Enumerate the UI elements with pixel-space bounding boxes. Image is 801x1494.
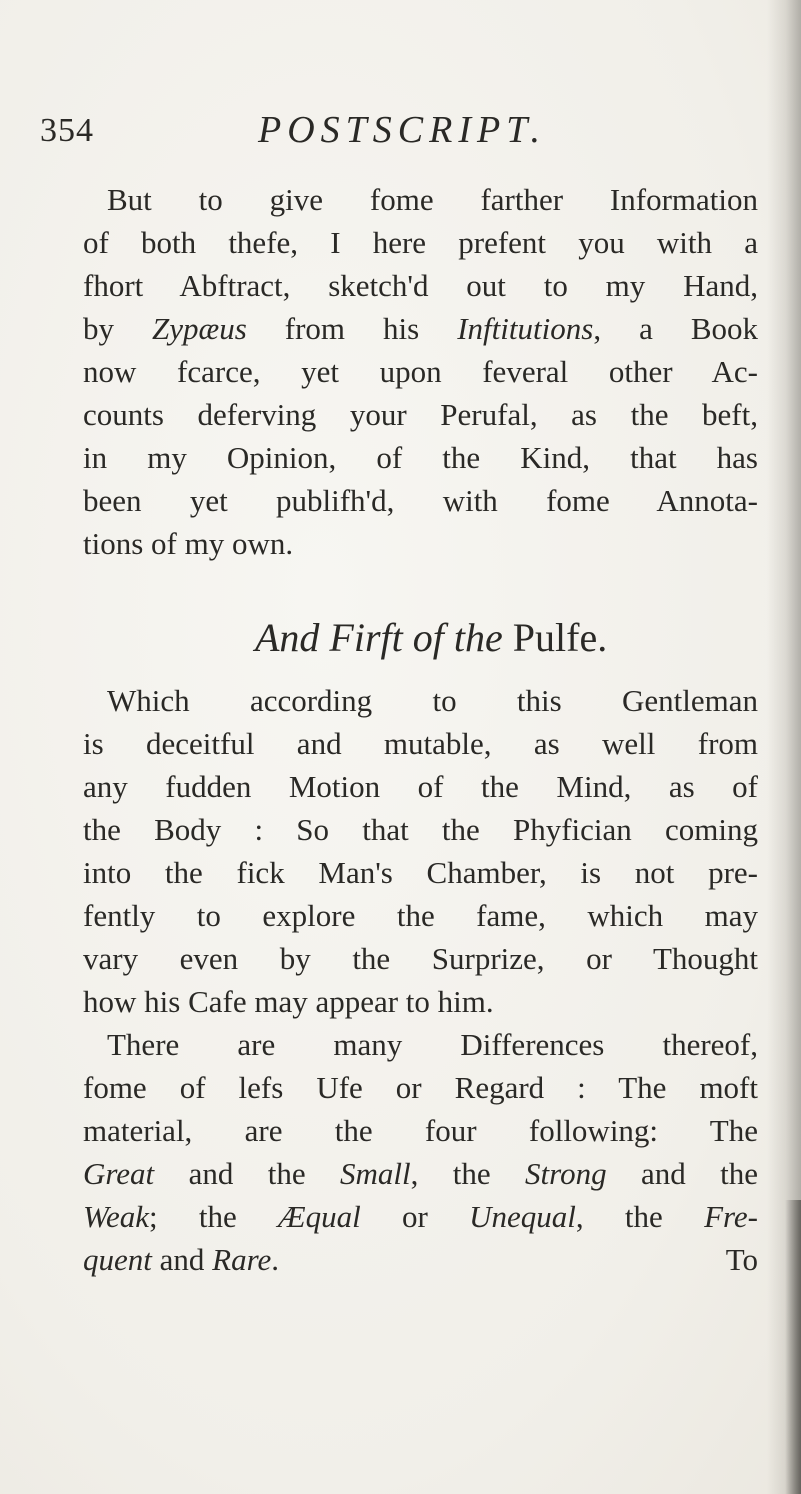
paragraph-2 — [83, 679, 758, 1023]
text-line: Which according to this Gentleman — [107, 683, 758, 718]
text-span: , a Book — [593, 311, 758, 346]
text-span: or — [360, 1199, 470, 1234]
text-span: and — [151, 1242, 213, 1277]
text-span: , the — [575, 1199, 705, 1234]
book-title: Inftitutions — [457, 311, 594, 346]
section-heading — [83, 605, 758, 671]
body-text — [83, 178, 758, 1281]
text-line: material, are the four following: The — [83, 1113, 758, 1148]
running-head: POSTSCRIPT. — [258, 109, 547, 151]
section-heading-italic: And Firft of the — [255, 615, 503, 660]
text-line — [83, 1152, 758, 1195]
text-span: from his — [246, 311, 458, 346]
text-span: by — [83, 311, 153, 346]
text-line — [83, 307, 758, 350]
text-line: counts deferving your Perufal, as the beft, — [83, 397, 758, 432]
term-frequent-cont: quent — [83, 1242, 152, 1277]
term-frequent: Fre- — [704, 1199, 758, 1234]
text-span: . — [271, 1242, 279, 1277]
catchword: To — [725, 1242, 758, 1277]
paragraph-3 — [83, 1023, 758, 1281]
text-line: fhort Abftract, sketch'd out to my Hand, — [83, 268, 758, 303]
text-span: and the — [154, 1156, 340, 1191]
term-small: Small — [340, 1156, 411, 1191]
text-line — [83, 1238, 758, 1281]
text-line: tions of my own. — [83, 526, 294, 561]
text-span: , the — [410, 1156, 526, 1191]
term-unequal: Unequal — [469, 1199, 576, 1234]
term-equal: Æqual — [278, 1199, 361, 1234]
text-line: There are many Differences thereof, — [107, 1027, 758, 1062]
author-name: Zypæus — [152, 311, 247, 346]
page-number: 354 — [40, 112, 94, 149]
term-weak: Weak — [83, 1199, 149, 1234]
text-line: vary even by the Surprize, or Thought — [83, 941, 758, 976]
text-line: fently to explore the fame, which may — [83, 898, 758, 933]
text-span: and the — [606, 1156, 758, 1191]
text-line: now fcarce, yet upon feveral other Ac- — [83, 354, 758, 389]
text-line: But to give fome farther Information — [107, 182, 758, 217]
text-line: been yet publifh'd, with fome Annota- — [83, 483, 758, 518]
term-strong: Strong — [525, 1156, 607, 1191]
text-line: in my Opinion, of the Kind, that has — [83, 440, 758, 475]
term-rare: Rare — [212, 1242, 272, 1277]
text-line: is deceitful and mutable, as well from — [83, 726, 758, 761]
text-span: ; the — [149, 1199, 279, 1234]
text-line: the Body : So that the Phyfician coming — [83, 812, 758, 847]
page-header — [40, 108, 760, 158]
page-edge-dark — [785, 1200, 801, 1494]
text-line: into the fick Man's Chamber, is not pre- — [83, 855, 758, 890]
text-line: of both thefe, I here prefent you with a — [83, 225, 758, 260]
text-line: fome of lefs Ufe or Regard : The moft — [83, 1070, 758, 1105]
paragraph-1 — [83, 178, 758, 565]
section-heading-roman: Pulfe. — [512, 615, 608, 660]
text-line: how his Cafe may appear to him. — [83, 984, 494, 1019]
text-line: any fudden Motion of the Mind, as of — [83, 769, 758, 804]
term-great: Great — [83, 1156, 155, 1191]
text-line — [83, 1195, 758, 1238]
